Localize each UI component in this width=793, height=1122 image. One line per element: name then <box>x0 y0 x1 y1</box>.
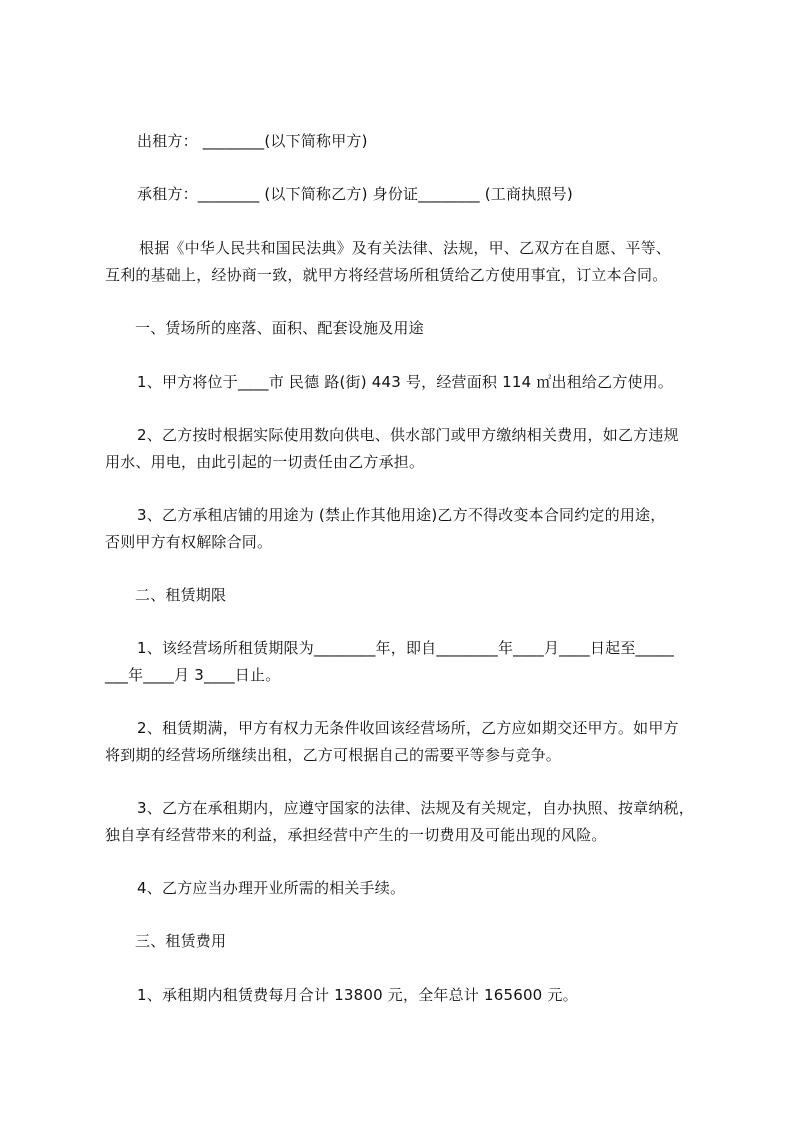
lessee-line: 承租方：________ (以下简称乙方) 身份证________ (工商执照号) <box>137 185 573 203</box>
section-1-clause-2-line-1: 2、乙方按时根据实际使用数向供电、供水部门或甲方缴纳相关费用，如乙方违规 <box>137 426 679 444</box>
section-1-clause-1: 1、甲方将位于____市 民德 路(街) 443 号，经营面积 114 ㎡出租给乙方使用。 <box>137 373 674 391</box>
lessor-line: 出租方： ________(以下简称甲方) <box>137 132 368 150</box>
section-2-clause-2-line-1: 2、租赁期满，甲方有权力无条件收回该经营场所，乙方应如期交还甲方。如甲方 <box>137 719 679 737</box>
preamble-line-2: 互利的基础上，经协商一致，就甲方将经营场所租赁给乙方使用事宜，订立本合同。 <box>105 266 668 284</box>
section-2-clause-3-line-1: 3、乙方在承租期内，应遵守国家的法律、法规及有关规定，自办执照、按章纳税， <box>137 799 694 817</box>
section-2-clause-2-line-2: 将到期的经营场所继续出租，乙方可根据自己的需要平等参与竞争。 <box>105 746 562 764</box>
section-1-clause-3-line-2: 否则甲方有权解除合同。 <box>105 533 273 551</box>
section-2-heading: 二、租赁期限 <box>135 586 227 604</box>
preamble-line-1: 根据《中华人民共和国民法典》及有关法律、法规，甲、乙双方在自愿、平等、 <box>139 239 672 257</box>
section-3-heading: 三、租赁费用 <box>135 932 227 950</box>
section-3-clause-1: 1、承租期内租赁费每月合计 13800 元，全年总计 165600 元。 <box>137 986 578 1004</box>
section-1-heading: 一、赁场所的座落、面积、配套设施及用途 <box>135 319 424 337</box>
section-2-clause-3-line-2: 独自享有经营带来的利益，承担经营中产生的一切费用及可能出现的风险。 <box>105 826 607 844</box>
section-2-clause-1-line-1: 1、该经营场所租赁期限为________年，即自________年____月____日起至_____ <box>137 639 675 657</box>
section-2-clause-1-line-2: ___年____月 3____日止。 <box>105 666 281 684</box>
section-1-clause-3-line-1: 3、乙方承租店铺的用途为 (禁止作其他用途)乙方不得改变本合同约定的用途， <box>137 506 666 524</box>
section-1-clause-2-line-2: 用水、用电，由此引起的一切责任由乙方承担。 <box>105 453 425 471</box>
section-2-clause-4: 4、乙方应当办理开业所需的相关手续。 <box>137 879 406 897</box>
